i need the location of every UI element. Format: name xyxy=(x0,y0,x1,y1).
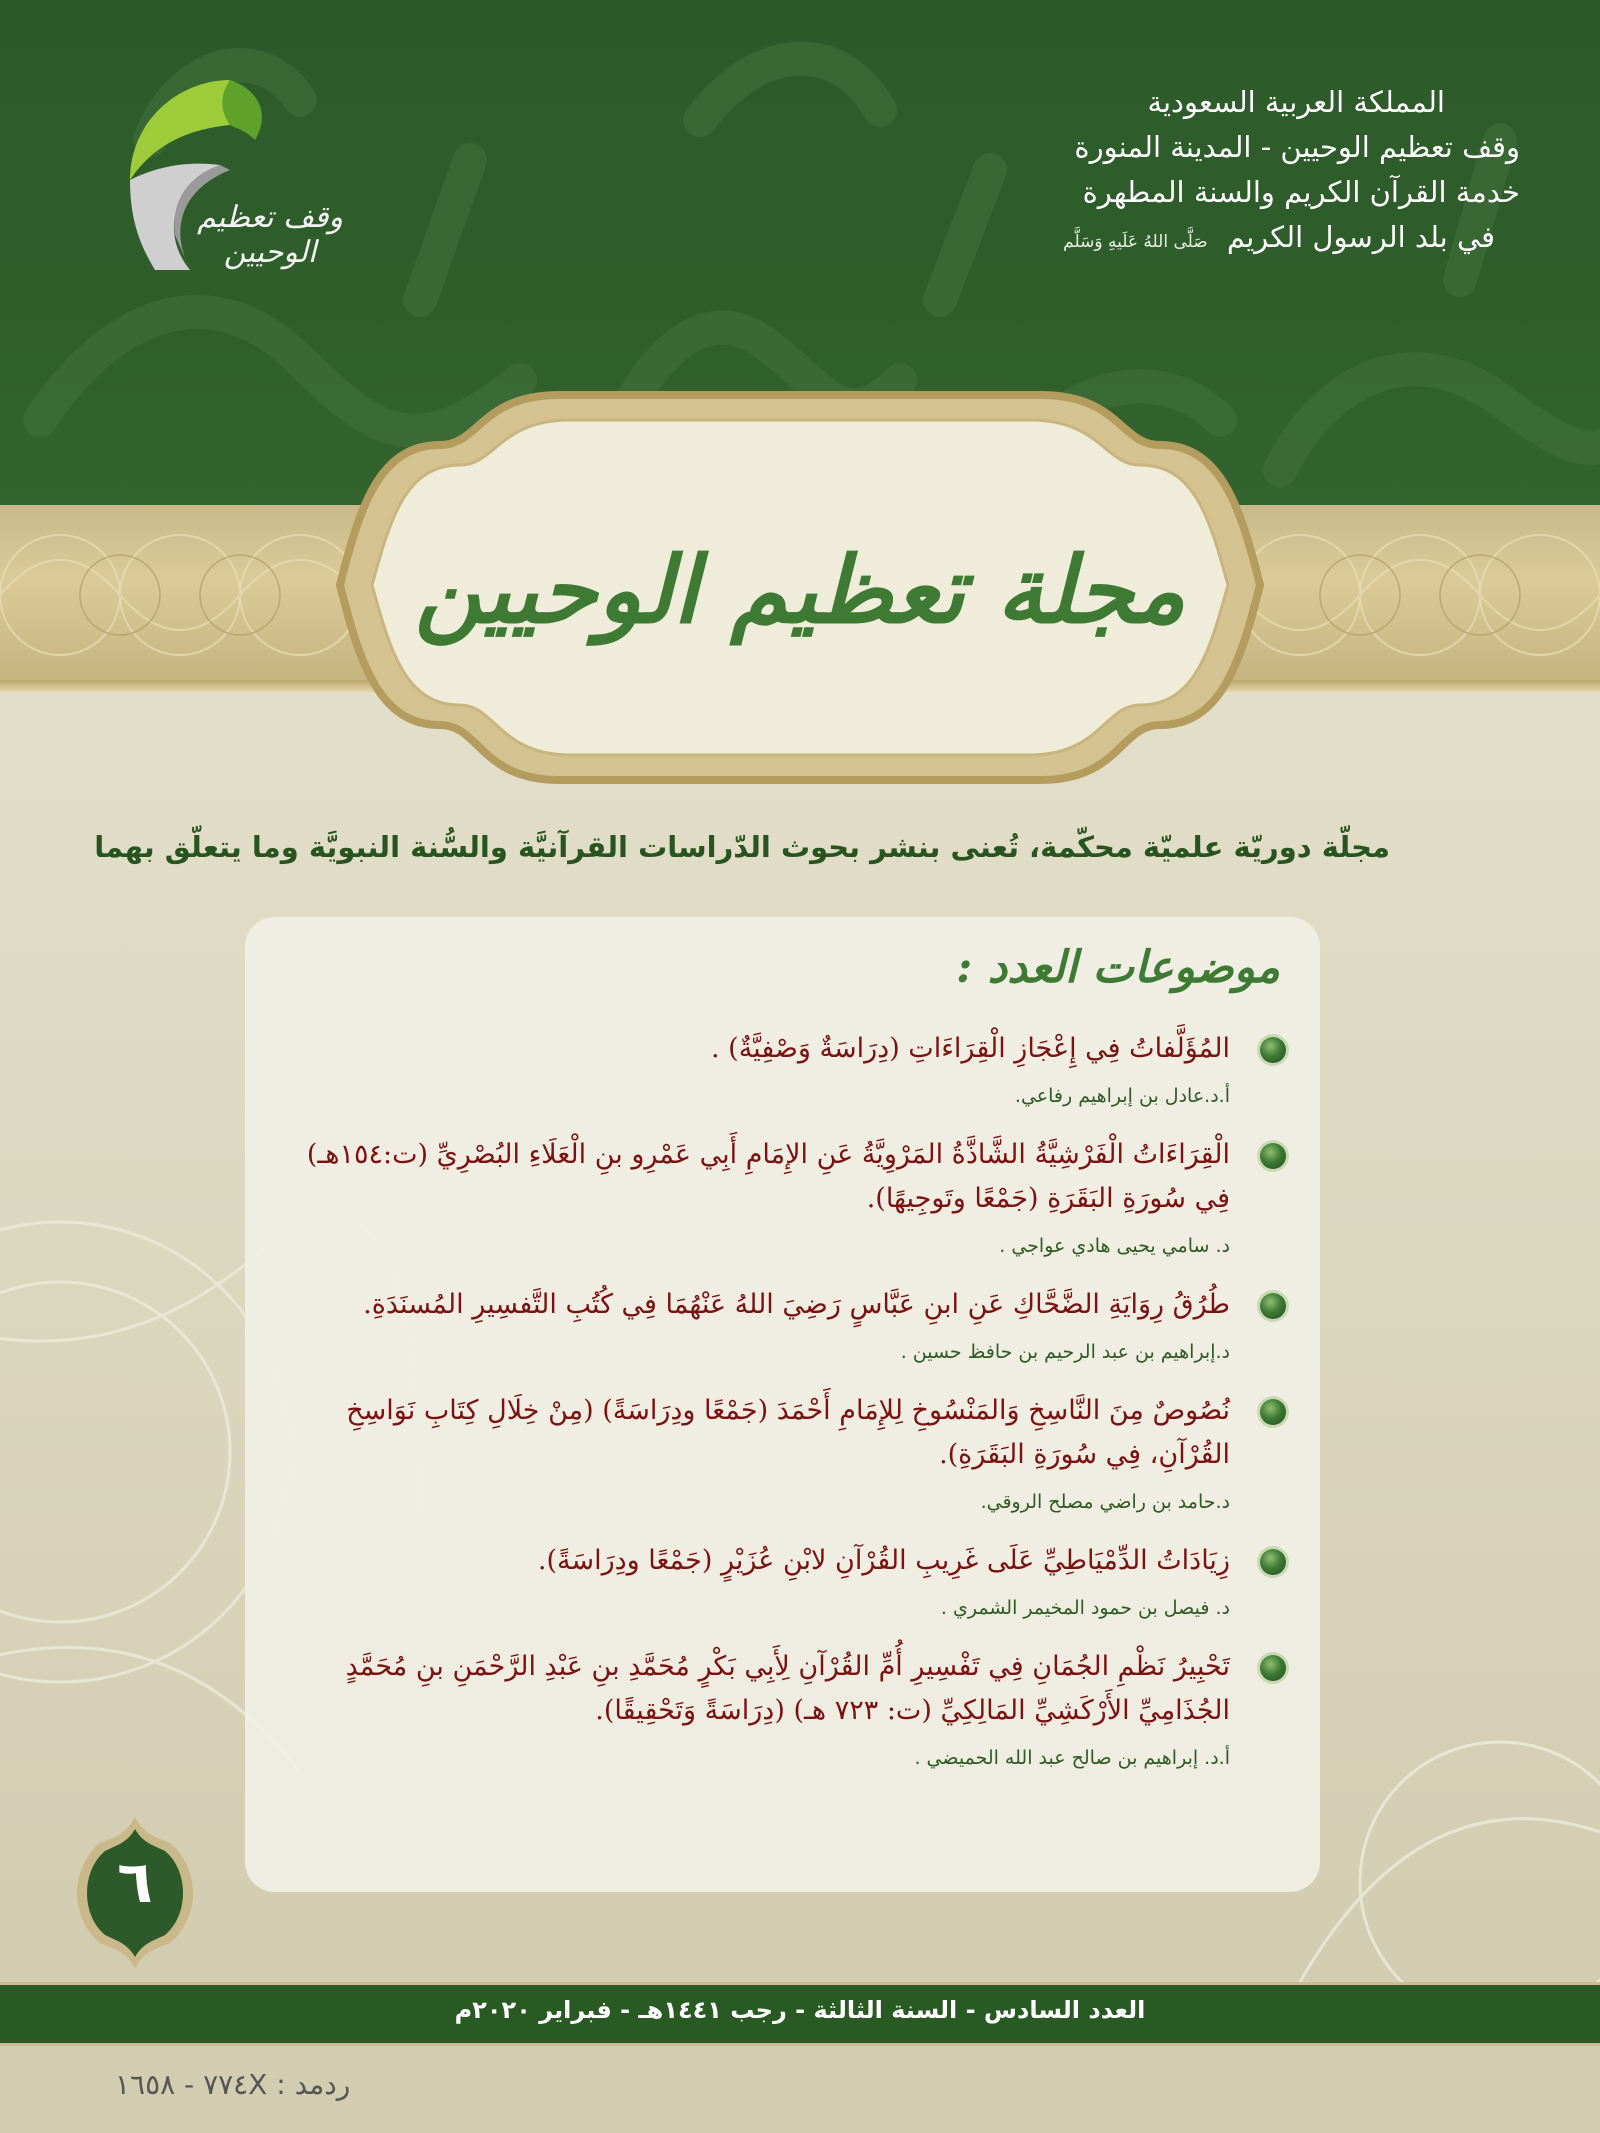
issue-number: ٦ xyxy=(117,1848,153,1916)
article-author: د. سامي يحيى هادي عواجي . xyxy=(999,1235,1230,1257)
header-line-service: خدمة القرآن الكريم والسنة المطهرة xyxy=(1082,175,1520,209)
header-line-city xyxy=(820,215,1520,265)
contents-item[interactable] xyxy=(290,1133,1290,1261)
bullet-icon xyxy=(1260,1143,1286,1169)
article-author: د. فيصل بن حمود المخيمر الشمري . xyxy=(940,1597,1230,1619)
issue-info: العدد السادس - السنة الثالثة - رجب ١٤٤١هـ - فبراير ٢٠٢٠م xyxy=(454,1996,1146,2024)
honorific-text: صَلَّى اللهُ عَلَيهِ وَسَلَّم xyxy=(1063,232,1208,252)
article-title: نُصُوصٌ مِنَ النَّاسِخِ وَالمَنْسُوخِ لِلإِمَامِ أَحْمَدَ (جَمْعًا ودِرَاسَةً) (مِنْ خِلَالِ كِتَابِ نَوَاسِخِ القُرْآنِ، فِي سُورَةِ البَقَرَةِ). xyxy=(346,1395,1230,1470)
contents-list xyxy=(290,1027,1290,1795)
bullet-icon xyxy=(1260,1037,1286,1063)
article-title: الْقِرَاءَاتُ الْفَرْشِيَّةُ الشَّاذَّةُ المَرْوِيَّةُ عَنِ الإِمَامِ أَبِي عَمْرِو بنِ الْعَلَاءِ البُصْرِيِّ (ت:١٥٤هـ) فِي سُورَةِ البَقَرَةِ (جَمْعًا وتَوجِيهًا). xyxy=(306,1139,1230,1214)
article-author: أ.د.عادل بن إبراهيم رفاعي. xyxy=(1014,1085,1230,1107)
bullet-icon xyxy=(1260,1655,1286,1681)
article-title: المُؤَلَّفاتُ فِي إِعْجَازِ الْقِرَاءَاتِ (دِرَاسَةٌ وَصْفِيَّةٌ) . xyxy=(711,1033,1230,1064)
bullet-icon xyxy=(1260,1293,1286,1319)
contents-panel xyxy=(245,917,1320,1892)
article-title: طُرُقُ رِوَايَةِ الضَّحَّاكِ عَنِ ابنِ عَبَّاسٍ رَضِيَ اللهُ عَنْهُمَا فِي كُتُبِ التَّفسِيرِ المُسنَدَةِ. xyxy=(363,1289,1230,1320)
contents-item[interactable] xyxy=(290,1389,1290,1517)
contents-item[interactable] xyxy=(290,1645,1290,1773)
article-author: د.إبراهيم بن عبد الرحيم بن حافظ حسين . xyxy=(900,1341,1230,1363)
header-line-country: المملكة العربية السعودية xyxy=(1147,85,1445,119)
bullet-icon xyxy=(1260,1549,1286,1575)
bullet-icon xyxy=(1260,1399,1286,1425)
issn-text: ردمد : ٧٧٤X - ١٦٥٨ xyxy=(115,2068,351,2101)
article-title: تَحْبِيرُ نَظْمِ الجُمَانِ فِي تَفْسِيرِ أُمِّ القُرْآنِ لِأَبِي بَكْرٍ مُحَمَّدِ بنِ عَبْدِ الرَّحْمَنِ بنِ مُحَمَّدٍ الجُذَامِيِّ الأَرْكَشِيِّ المَالِكِيِّ (ت: ٧٢٣ هـ) (دِرَاسَةً وَتَحْقِيقًا). xyxy=(345,1651,1230,1726)
magazine-description: مجلّة دوريّة علميّة محكّمة، تُعنى بنشر بحوث الدّراسات القرآنيَّة والسُّنة النبويَّة وما يتعلّق بهما xyxy=(94,830,1390,864)
contents-item[interactable] xyxy=(290,1027,1290,1111)
logo-text: وقف تعظيم الوحيين xyxy=(197,200,343,270)
article-title: زِيَادَاتُ الدِّمْيَاطِيِّ عَلَى غَرِيبِ القُرْآنِ لابْنِ عُزَيْرٍ (جَمْعًا ودِرَاسَةً). xyxy=(537,1545,1230,1576)
contents-heading: موضوعات العدد : xyxy=(956,942,1280,993)
magazine-title: مجلة تعظيم الوحيين xyxy=(414,536,1186,644)
header-line-city-text: في بلد الرسول الكريم xyxy=(1226,220,1495,254)
contents-item[interactable] xyxy=(290,1539,1290,1623)
header-line-endowment: وقف تعظيم الوحيين - المدينة المنورة xyxy=(1074,130,1520,164)
header-text-block xyxy=(820,80,1520,265)
contents-item[interactable] xyxy=(290,1283,1290,1367)
article-author: د.حامد بن راضي مصلح الروقي. xyxy=(980,1491,1230,1513)
article-author: أ.د. إبراهيم بن صالح عبد الله الحميضي . xyxy=(914,1747,1230,1769)
